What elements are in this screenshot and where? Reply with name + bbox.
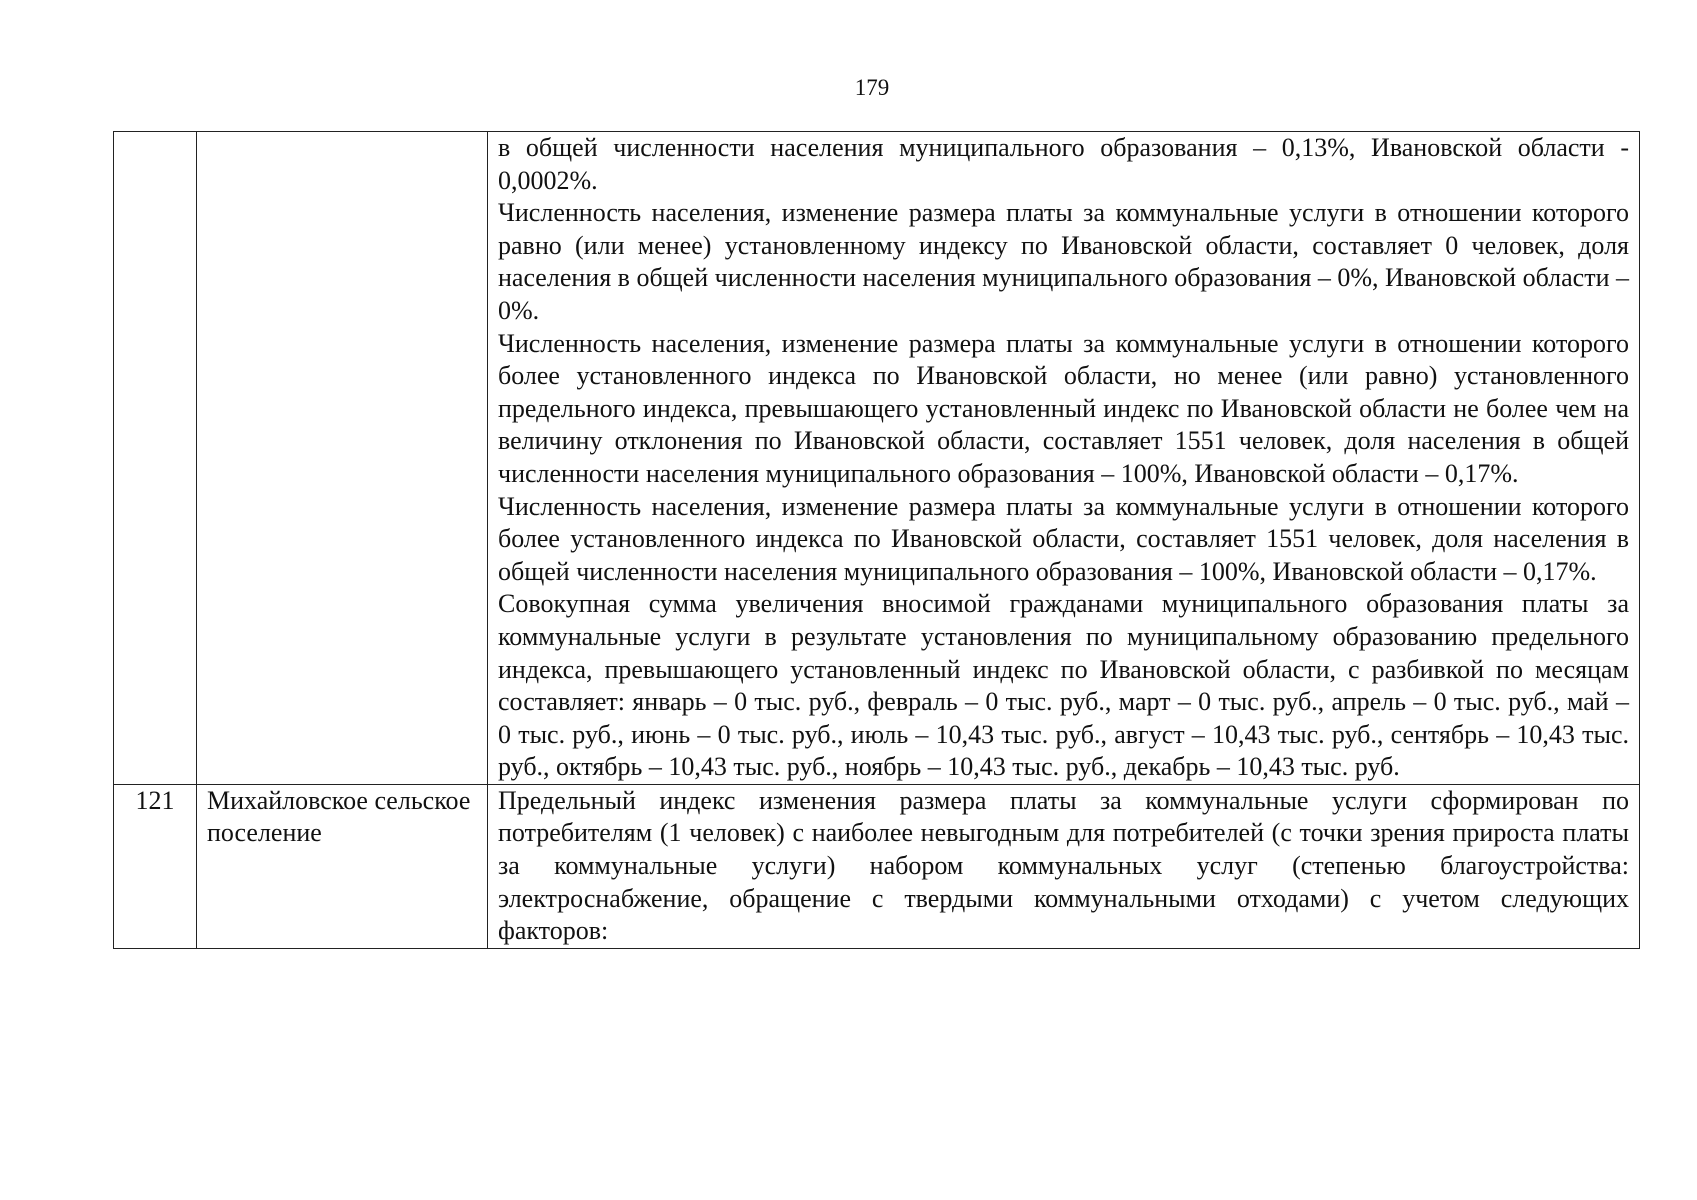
paragraph-population-share: в общей численности населения муниципального образования – 0,13%, Ивановской области - 0,0002%. <box>498 133 1629 195</box>
row-number-cell: 121 <box>114 784 197 948</box>
paragraph-population-within-limit: Численность населения, изменение размера платы за коммунальные услуги в отношении которого более установленного индекса по Ивановской области, но менее (или равно) установленного предельного индекса, превышающего установленный индекс по Ивановской области не более чем на величину отклонения по Ивановской области, составляет 1551 человек, доля населения в общей численности населения муниципального образования – 100%, Ивановской области – 0,17%. <box>498 328 1629 488</box>
municipality-name-cell <box>197 132 488 785</box>
municipality-name-cell: Михайловское сельское поселение <box>197 784 488 948</box>
paragraph-monthly-increase: Совокупная сумма увеличения вносимой гражданами муниципального образования платы за коммунальные услуги в результате установления по муниципальному образованию предельного индекса, превышающего установленный индекс по Ивановской области, с разбивкой по месяцам составляет: январь – 0 тыс. руб., февраль – 0 тыс. руб., март – 0 тыс. руб., апрель – 0 тыс. руб., май – 0 тыс. руб., июнь – 0 тыс. руб., июль – 10,43 тыс. руб., август – 10,43 тыс. руб., сентябрь – 10,43 тыс. руб., октябрь – 10,43 тыс. руб., ноябрь – 10,43 тыс. руб., декабрь – 10,43 тыс. руб. <box>498 589 1629 782</box>
page-number: 179 <box>854 75 890 100</box>
description-cell <box>488 784 1640 948</box>
paragraph-population-at-index: Численность населения, изменение размера платы за коммунальные услуги в отношении которого равно (или менее) установленному индексу по Ивановской области, составляет 0 человек, доля населения в общей численности населения муниципального образования – 0%, Ивановской области – 0%. <box>498 198 1629 325</box>
paragraph-population-above-index: Численность населения, изменение размера платы за коммунальные услуги в отношении которого более установленного индекса по Ивановской области, составляет 1551 человек, доля населения в общей численности населения муниципального образования – 100%, Ивановской области – 0,17%. <box>498 491 1629 586</box>
table-row <box>114 132 1640 785</box>
paragraph-index-formation: Предельный индекс изменения размера платы за коммунальные услуги сформирован по потребителям (1 человек) с наиболее невыгодным для потребителей (с точки зрения прироста платы за коммунальные услуги) набором коммунальных услуг (степенью благоустройства: электроснабжение, обращение с твердыми коммунальными отходами) с учетом следующих факторов: <box>498 785 1629 946</box>
row-number-cell <box>114 132 197 785</box>
table-row <box>114 784 1640 948</box>
municipal-index-table <box>113 131 1640 949</box>
description-cell <box>488 132 1640 785</box>
